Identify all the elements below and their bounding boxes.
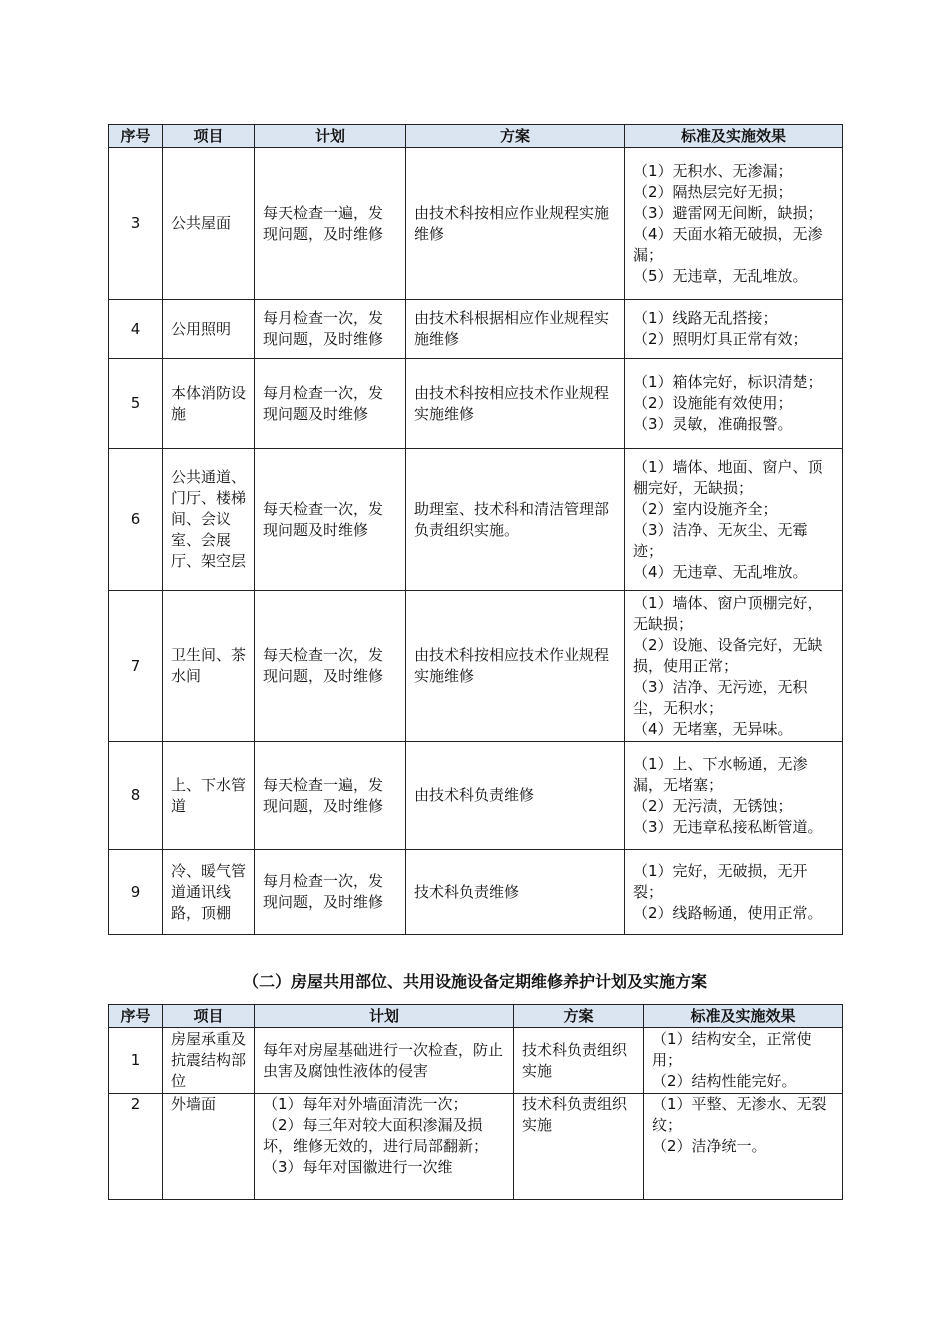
- standard-line: （3）灵敏，准确报警。: [633, 415, 793, 433]
- row-no: 5: [109, 359, 163, 449]
- row-plan: [255, 1028, 514, 1094]
- header-item: 项目: [163, 125, 255, 148]
- table-row: [109, 449, 843, 591]
- row-standard: [644, 1094, 843, 1200]
- table-row: [109, 1094, 843, 1200]
- standard-line: （1）墙体、窗户顶棚完好，无缺损；: [633, 593, 823, 633]
- row-no: 1: [109, 1028, 163, 1094]
- standard-line: （2）照明灯具正常有效；: [633, 330, 808, 348]
- header-no: 序号: [109, 125, 163, 148]
- header-standard: 标准及实施效果: [644, 1005, 843, 1028]
- row-standard: [625, 850, 843, 935]
- row-plan: 每月检查一次，发现问题，及时维修: [255, 850, 406, 935]
- header-no: 序号: [109, 1005, 163, 1028]
- standard-line: （3）洁净、无污迹，无积尘，无积水；: [633, 677, 808, 717]
- row-scheme: 技术科负责维修: [406, 850, 625, 935]
- row-no: 9: [109, 850, 163, 935]
- plan-line: （3）每年对国徽进行一次维: [263, 1158, 453, 1176]
- maintenance-table-1: [108, 124, 843, 935]
- row-plan: 每月检查一次，发现问题，及时维修: [255, 300, 406, 359]
- plan-line: （2）每三年对较大面积渗漏及损坏，维修无效的，进行局部翻新；: [263, 1116, 489, 1155]
- section-title: （二）房屋共用部位、共用设施设备定期维修养护计划及实施方案: [242, 972, 707, 991]
- standard-line: （5）无违章，无乱堆放。: [633, 266, 808, 285]
- standard-line: （2）洁净统一。: [652, 1137, 767, 1155]
- standard-line: （3）避雷网无间断，缺损；: [633, 203, 823, 222]
- row-item: 卫生间、茶水间: [163, 591, 255, 742]
- row-no: 8: [109, 742, 163, 850]
- header-scheme: 方案: [406, 125, 625, 148]
- table-row: [109, 148, 843, 300]
- standard-line: （1）墙体、地面、窗户、顶棚完好，无缺损；: [633, 457, 823, 497]
- row-plan: 每月检查一次，发现问题及时维修: [255, 359, 406, 449]
- row-scheme: 由技术科按相应技术作业规程实施维修: [406, 359, 625, 449]
- plan-line: （1）每年对外墙面清洗一次；: [263, 1095, 468, 1113]
- row-scheme: 技术科负责组织实施: [514, 1094, 644, 1200]
- row-item: 本体消防设施: [163, 359, 255, 449]
- header-standard: 标准及实施效果: [625, 125, 843, 148]
- row-standard: [644, 1028, 843, 1094]
- standard-line: （2）结构性能完好。: [652, 1072, 797, 1090]
- table-header-row: [109, 125, 843, 148]
- row-item: 冷、暖气管道通讯线路，顶棚: [163, 850, 255, 935]
- standard-line: （2）设施、设备完好，无缺损，使用正常；: [633, 635, 823, 675]
- row-plan: 每天检查一遍，发现问题，及时维修: [255, 148, 406, 300]
- row-item: 外墙面: [163, 1094, 255, 1200]
- table-row: [109, 359, 843, 449]
- standard-line: （3）洁净、无灰尘、无霉迹；: [633, 520, 808, 560]
- row-no: 2: [109, 1094, 163, 1200]
- row-standard: [625, 359, 843, 449]
- standard-line: （1）上、下水畅通，无渗漏，无堵塞；: [633, 754, 808, 794]
- standard-line: （4）无违章、无乱堆放。: [633, 562, 808, 581]
- standard-line: （1）箱体完好，标识清楚；: [633, 373, 823, 391]
- header-plan: 计划: [255, 1005, 514, 1028]
- table-row: [109, 742, 843, 850]
- row-item: 上、下水管道: [163, 742, 255, 850]
- standard-line: （2）线路畅通，使用正常。: [633, 903, 823, 922]
- row-no: 4: [109, 300, 163, 359]
- standard-line: （1）结构安全，正常使用；: [652, 1030, 812, 1069]
- table-row: [109, 1028, 843, 1094]
- header-plan: 计划: [255, 125, 406, 148]
- plan-line: 每年对房屋基础进行一次检查，防止虫害及腐蚀性液体的侵害: [263, 1040, 504, 1080]
- row-no: 3: [109, 148, 163, 300]
- row-scheme: 技术科负责组织实施: [514, 1028, 644, 1094]
- standard-line: （1）无积水、无渗漏；: [633, 161, 793, 180]
- standard-line: （4）天面水箱无破损，无渗漏；: [633, 224, 823, 264]
- table-row: [109, 850, 843, 935]
- row-plan: [255, 1094, 514, 1200]
- standard-line: （2）室内设施齐全；: [633, 499, 778, 518]
- table-row: [109, 591, 843, 742]
- row-standard: [625, 300, 843, 359]
- header-scheme: 方案: [514, 1005, 644, 1028]
- table-header-row: [109, 1005, 843, 1028]
- standard-line: （1）平整、无渗水、无裂纹；: [652, 1095, 827, 1134]
- standard-line: （2）无污渍，无锈蚀；: [633, 796, 793, 815]
- standard-line: （2）隔热层完好无损；: [633, 182, 793, 201]
- row-no: 6: [109, 449, 163, 591]
- row-plan: 每天检查一次，发现问题，及时维修: [255, 591, 406, 742]
- row-scheme: 助理室、技术科和清洁管理部负责组织实施。: [406, 449, 625, 591]
- row-item: 公共通道、门厅、楼梯间、会议室、会展厅、架空层: [163, 449, 255, 591]
- row-standard: [625, 148, 843, 300]
- standard-line: （3）无违章私接私断管道。: [633, 817, 823, 836]
- row-scheme: 由技术科按相应作业规程实施维修: [406, 148, 625, 300]
- row-plan: 每天检查一次，发现问题及时维修: [255, 449, 406, 591]
- row-no: 7: [109, 591, 163, 742]
- row-item: 公共屋面: [163, 148, 255, 300]
- row-standard: [625, 742, 843, 850]
- standard-line: （1）完好，无破损，无开裂；: [633, 861, 808, 901]
- standard-line: （1）线路无乱搭接；: [633, 309, 778, 327]
- row-item: 公用照明: [163, 300, 255, 359]
- maintenance-table-2: [108, 1004, 843, 1200]
- standard-line: （2）设施能有效使用；: [633, 394, 793, 412]
- row-standard: [625, 449, 843, 591]
- row-scheme: 由技术科负责维修: [406, 742, 625, 850]
- table-row: [109, 300, 843, 359]
- row-item: 房屋承重及抗震结构部位: [163, 1028, 255, 1094]
- row-scheme: 由技术科按相应技术作业规程实施维修: [406, 591, 625, 742]
- row-standard: [625, 591, 843, 742]
- header-item: 项目: [163, 1005, 255, 1028]
- standard-line: （4）无堵塞，无异味。: [633, 719, 793, 738]
- row-scheme: 由技术科根据相应作业规程实施维修: [406, 300, 625, 359]
- row-plan: 每天检查一遍，发现问题，及时维修: [255, 742, 406, 850]
